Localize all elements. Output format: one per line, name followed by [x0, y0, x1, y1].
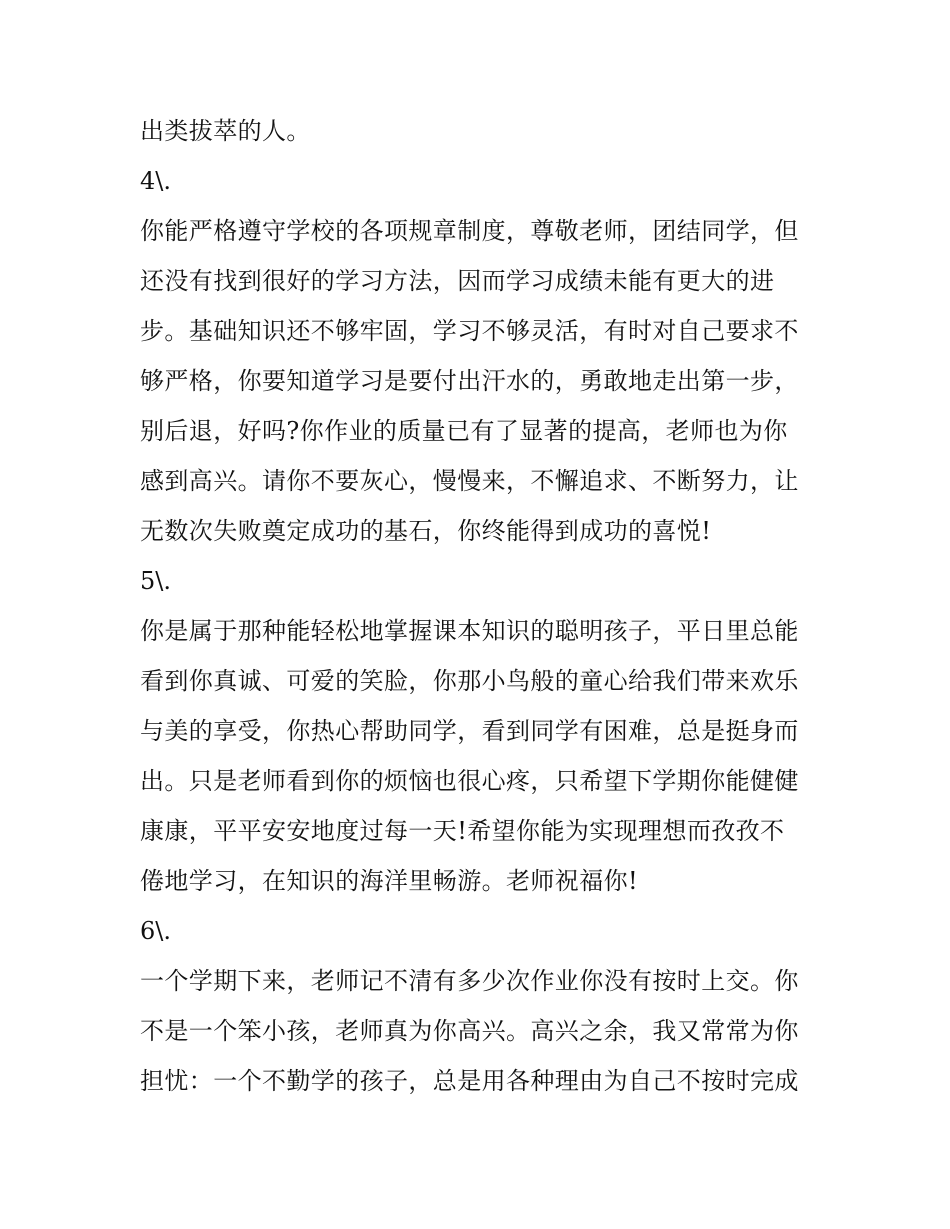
text-line: 担忧：一个不勤学的孩子，总是用各种理由为自己不按时完成	[140, 1067, 799, 1095]
item-number: 5\.	[140, 567, 171, 595]
text-line: 够严格，你要知道学习是要付出汗水的，勇敢地走出第一步，	[140, 367, 799, 395]
text-line: 步。基础知识还不够牢固，学习不够灵活，有时对自己要求不	[140, 317, 799, 345]
text-line: 康康，平平安安地度过每一天!希望你能为实现理想而孜孜不	[140, 817, 785, 845]
text-line: 还没有找到很好的学习方法，因而学习成绩未能有更大的进	[140, 267, 775, 295]
text-line: 出。只是老师看到你的烦恼也很心疼，只希望下学期你能健健	[140, 767, 799, 795]
text-line: 别后退，好吗?你作业的质量已有了显著的提高，老师也为你	[140, 417, 788, 445]
item-number: 4\.	[140, 167, 171, 195]
text-line: 倦地学习，在知识的海洋里畅游。老师祝福你!	[140, 867, 639, 895]
text-line: 出类拔萃的人。	[140, 117, 311, 145]
text-line: 与美的享受，你热心帮助同学，看到同学有困难，总是挺身而	[140, 717, 799, 745]
text-line: 感到高兴。请你不要灰心，慢慢来，不懈追求、不断努力，让	[140, 467, 799, 495]
text-line: 不是一个笨小孩，老师真为你高兴。高兴之余，我又常常为你	[140, 1017, 799, 1045]
text-line: 一个学期下来，老师记不清有多少次作业你没有按时上交。你	[140, 967, 799, 995]
text-line: 看到你真诚、可爱的笑脸，你那小鸟般的童心给我们带来欢乐	[140, 667, 799, 695]
item-number: 6\.	[140, 917, 171, 945]
text-line: 无数次失败奠定成功的基石，你终能得到成功的喜悦!	[140, 517, 712, 545]
text-line: 你是属于那种能轻松地掌握课本知识的聪明孩子，平日里总能	[140, 617, 799, 645]
document-body	[140, 106, 820, 1106]
text-line: 你能严格遵守学校的各项规章制度，尊敬老师，团结同学，但	[140, 217, 799, 245]
